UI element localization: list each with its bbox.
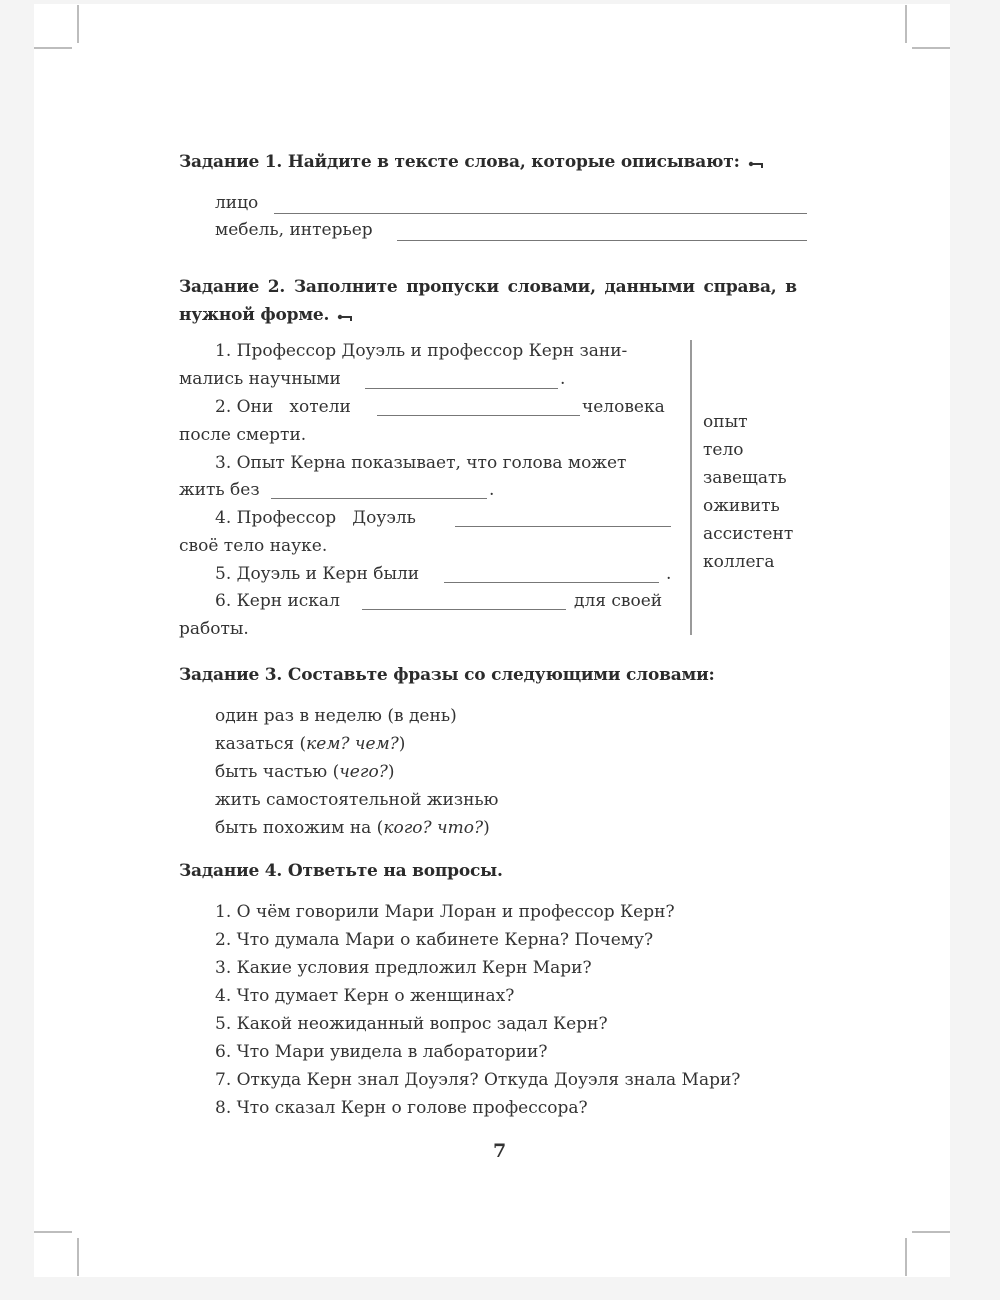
word-bank-item: ассистент bbox=[703, 524, 794, 544]
task2-sentence1-line1: 1. Профессор Доуэль и профессор Керн зани- bbox=[215, 341, 628, 361]
word-bank-item: коллега bbox=[703, 552, 775, 572]
task2-blank-3[interactable] bbox=[271, 498, 487, 499]
task2-sentence3-end: . bbox=[489, 480, 495, 500]
phrase-text: жить самостоятельной жизнью bbox=[215, 790, 499, 810]
task2-title-line2-text: нужной форме. bbox=[179, 305, 330, 325]
phrase-text: быть частью ( bbox=[215, 762, 340, 782]
task2-title-line2 bbox=[179, 305, 355, 326]
question-item: 4. Что думает Керн о женщинах? bbox=[215, 986, 515, 1006]
phrase-hint: кого? что? bbox=[383, 818, 484, 838]
task2-blank-1[interactable] bbox=[365, 388, 558, 389]
phrase-tail: ) bbox=[483, 818, 490, 838]
task2-blank-2[interactable] bbox=[377, 415, 580, 416]
phrase-item bbox=[215, 786, 498, 814]
task1-furniture-blank[interactable] bbox=[397, 240, 807, 241]
question-item: 3. Какие условия предложил Керн Мари? bbox=[215, 958, 592, 978]
task2-title-line1: Задание 2. Заполните пропуски словами, данными справа, в bbox=[179, 277, 797, 297]
phrase-item bbox=[215, 730, 498, 758]
question-item: 1. О чём говорили Мари Лоран и профессор Керн? bbox=[215, 902, 675, 922]
task2-sentence3-line1: 3. Опыт Керна показывает, что голова может bbox=[215, 453, 627, 473]
word-bank-item: тело bbox=[703, 440, 744, 460]
task3-title: Задание 3. Составьте фразы со следующими словами: bbox=[179, 665, 715, 685]
task4-title: Задание 4. Ответьте на вопросы. bbox=[179, 861, 503, 881]
task2-blank-5[interactable] bbox=[444, 582, 659, 583]
task2-blank-4[interactable] bbox=[455, 526, 671, 527]
task1-item-face-label: лицо bbox=[215, 193, 259, 213]
task2-sentence3-line2: жить без bbox=[179, 480, 260, 500]
phrase-text: один раз в неделю (в день) bbox=[215, 706, 457, 726]
task2-sentence5-end: . bbox=[666, 564, 672, 584]
key-icon bbox=[748, 153, 766, 173]
phrase-item bbox=[215, 702, 498, 730]
phrase-item bbox=[215, 758, 498, 786]
question-item: 5. Какой неожиданный вопрос задал Керн? bbox=[215, 1014, 608, 1034]
question-item: 8. Что сказал Керн о голове профессора? bbox=[215, 1098, 588, 1118]
task2-sentence1-end: . bbox=[560, 369, 566, 389]
task2-sentence6-line1: 6. Керн искал bbox=[215, 591, 340, 611]
word-bank-item: завещать bbox=[703, 468, 787, 488]
phrase-hint: чего? bbox=[339, 762, 388, 782]
phrase-tail: ) bbox=[387, 762, 395, 782]
word-bank-item: опыт bbox=[703, 412, 748, 432]
task2-sentence4-line1: 4. Профессор Доуэль bbox=[215, 508, 416, 528]
task2-sentence6-tail: для своей bbox=[574, 591, 663, 611]
phrase-text: казаться ( bbox=[215, 734, 307, 754]
page-number: 7 bbox=[493, 1140, 507, 1162]
task3-phrase-list bbox=[215, 702, 498, 842]
task1-title bbox=[179, 152, 766, 173]
task2-sentence2-line1: 2. Они хотели bbox=[215, 397, 351, 417]
question-item: 7. Откуда Керн знал Доуэля? Откуда Доуэля знала Мари? bbox=[215, 1070, 741, 1090]
task2-sentence5: 5. Доуэль и Керн были bbox=[215, 564, 420, 584]
task2-sentence4-line2: своё тело науке. bbox=[179, 536, 328, 556]
phrase-text: быть похожим на ( bbox=[215, 818, 384, 838]
task4-question-list bbox=[215, 898, 740, 1122]
question-item: 2. Что думала Мари о кабинете Керна? Почему? bbox=[215, 930, 654, 950]
phrase-hint: кем? чем? bbox=[306, 734, 399, 754]
question-item: 6. Что Мари увидела в лаборатории? bbox=[215, 1042, 548, 1062]
task1-title-text: Задание 1. Найдите в тексте слова, которые описывают: bbox=[179, 152, 740, 172]
task1-face-blank[interactable] bbox=[274, 213, 807, 214]
phrase-tail: ) bbox=[398, 734, 406, 754]
task2-blank-6[interactable] bbox=[362, 609, 566, 610]
task2-sentence1-line2: мались научными bbox=[179, 369, 341, 389]
phrase-item bbox=[215, 814, 498, 842]
word-bank-divider bbox=[690, 340, 692, 635]
key-icon bbox=[337, 306, 355, 326]
task2-sentence2-tail: человека bbox=[582, 397, 665, 417]
word-bank bbox=[703, 408, 793, 576]
task2-sentence2-line2: после смерти. bbox=[179, 425, 307, 445]
task2-sentence6-line2: работы. bbox=[179, 619, 249, 639]
task1-item-furniture-label: мебель, интерьер bbox=[215, 220, 373, 240]
word-bank-item: оживить bbox=[703, 496, 780, 516]
